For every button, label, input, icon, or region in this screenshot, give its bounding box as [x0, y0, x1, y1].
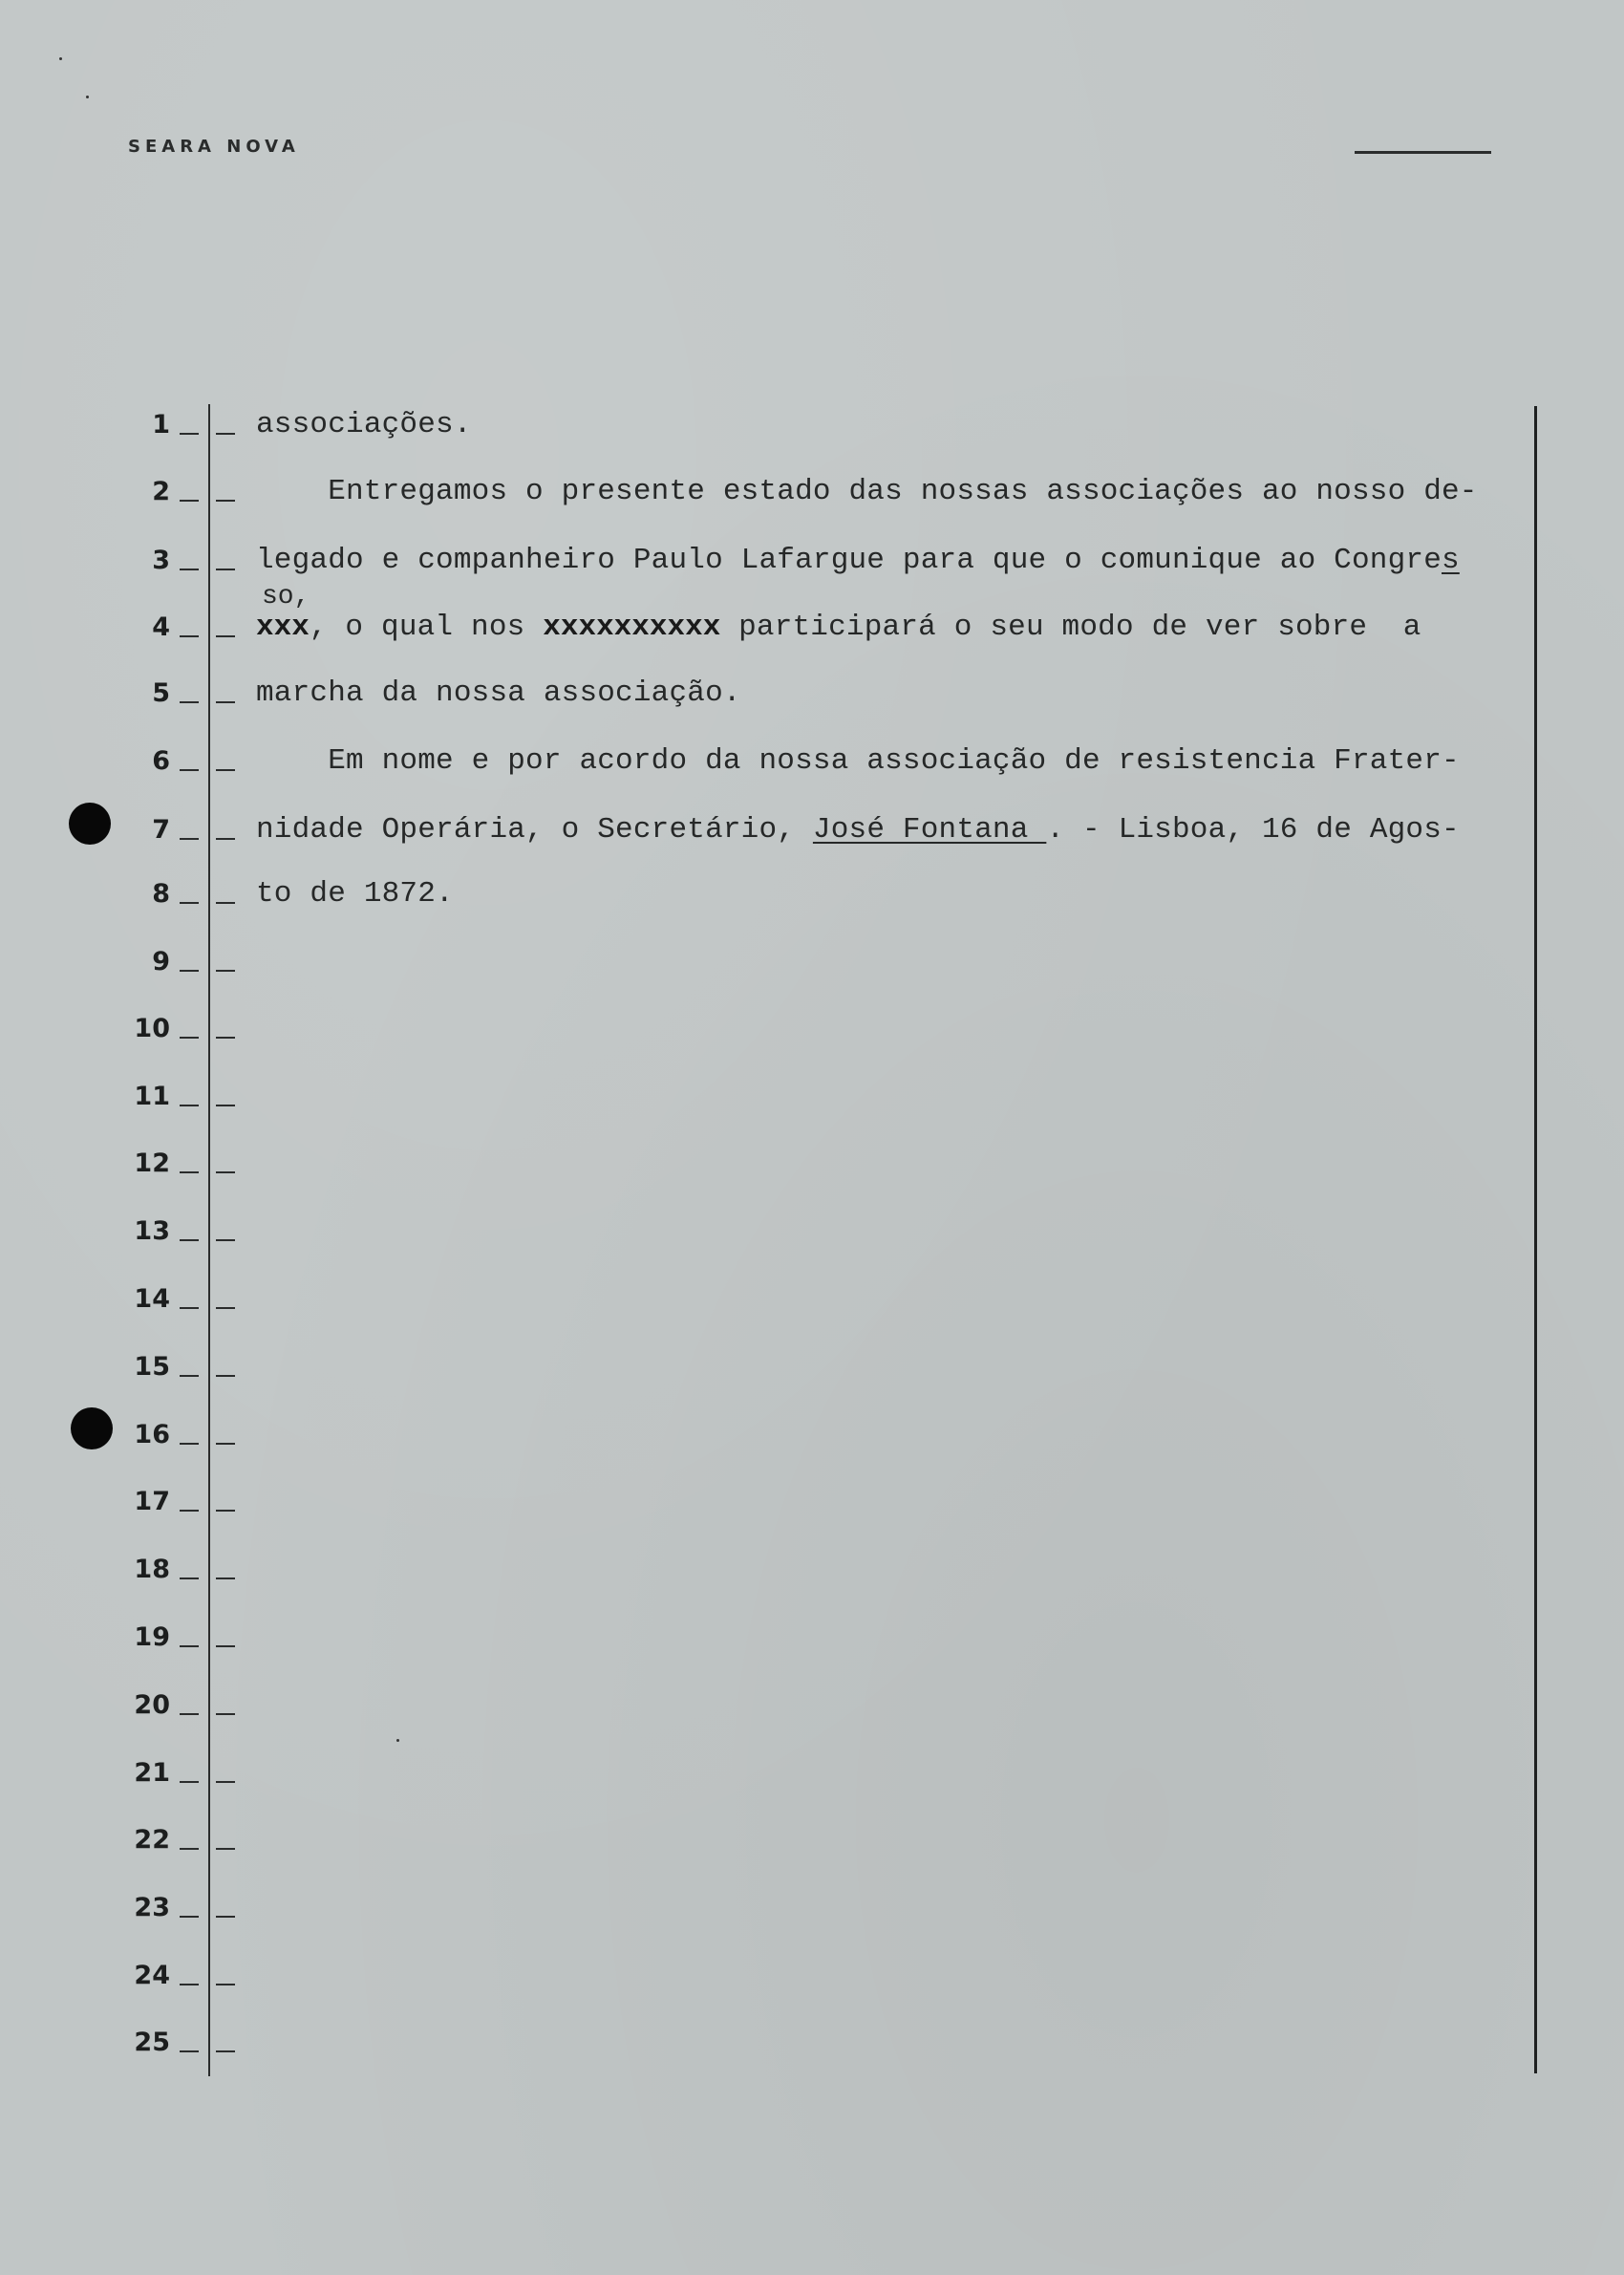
line-number: 8	[152, 879, 170, 909]
line-text: Entregamos o presente estado das nossas associações ao nosso de-	[256, 475, 1478, 508]
margin-tick	[180, 1984, 199, 1985]
margin-tick	[180, 1037, 199, 1039]
margin-tick	[180, 1916, 199, 1918]
line-text	[256, 811, 1460, 849]
margin-row	[0, 1619, 1624, 1657]
header-rule	[1355, 151, 1491, 154]
interlinear-correction: so,	[262, 582, 310, 612]
underlined-letter: s	[1442, 544, 1460, 577]
line-text-part: . - Lisboa, 16 de Agos-	[1046, 813, 1460, 847]
line-text	[256, 609, 1421, 647]
text-line-8	[0, 875, 1624, 913]
margin-tick	[216, 1105, 235, 1106]
line-number: 19	[134, 1622, 170, 1652]
margin-row	[0, 1213, 1624, 1251]
margin-tick	[180, 1375, 199, 1377]
margin-row	[0, 1551, 1624, 1589]
margin-tick	[216, 1375, 235, 1377]
line-number: 12	[134, 1148, 170, 1178]
struck-out-text: xxx	[256, 611, 310, 644]
line-number: 1	[152, 410, 170, 440]
line-text: associações.	[256, 408, 472, 441]
margin-tick	[180, 1781, 199, 1783]
line-number: 6	[152, 746, 170, 776]
line-text: marcha da nossa associação.	[256, 676, 741, 710]
text-line-4	[0, 582, 1624, 647]
margin-tick	[180, 1510, 199, 1512]
line-text-part: legado e companheiro Paulo Lafargue para que o comunique ao Congre	[256, 544, 1442, 577]
line-number: 14	[134, 1284, 170, 1314]
text-line-3	[0, 542, 1624, 580]
margin-tick	[216, 1171, 235, 1173]
line-number: 24	[134, 1961, 170, 1990]
text-line-6	[0, 742, 1624, 781]
paper-speck	[86, 96, 89, 98]
line-text-part: , o qual nos	[309, 611, 544, 644]
line-text-part: nidade Operária, o Secretário,	[256, 813, 813, 847]
margin-tick	[180, 1307, 199, 1309]
margin-tick	[180, 1577, 199, 1579]
line-number: 4	[152, 612, 170, 642]
margin-row	[0, 1889, 1624, 1927]
margin-tick	[216, 2050, 235, 2052]
margin-tick	[180, 970, 199, 972]
margin-row	[0, 1686, 1624, 1725]
line-number: 15	[134, 1352, 170, 1382]
line-text	[256, 542, 1460, 580]
margin-tick	[180, 1105, 199, 1106]
margin-row	[0, 1348, 1624, 1386]
line-number: 18	[134, 1555, 170, 1584]
line-number: 9	[152, 947, 170, 977]
margin-tick	[180, 2050, 199, 2052]
margin-tick	[180, 1713, 199, 1715]
margin-tick	[180, 1171, 199, 1173]
margin-tick	[216, 1239, 235, 1241]
margin-tick	[180, 1239, 199, 1241]
margin-row	[0, 1483, 1624, 1521]
margin-tick	[216, 1645, 235, 1647]
margin-tick	[216, 1307, 235, 1309]
margin-tick	[216, 1848, 235, 1850]
line-number: 25	[134, 2028, 170, 2057]
margin-tick	[216, 970, 235, 972]
paper-speck	[59, 57, 62, 60]
line-number: 13	[134, 1216, 170, 1246]
margin-tick	[216, 1510, 235, 1512]
margin-row	[0, 1821, 1624, 1859]
margin-row	[0, 1754, 1624, 1792]
margin-row	[0, 943, 1624, 981]
margin-tick	[216, 1781, 235, 1783]
margin-row	[0, 1416, 1624, 1454]
margin-row	[0, 1010, 1624, 1048]
margin-tick	[216, 1037, 235, 1039]
margin-row	[0, 1078, 1624, 1116]
struck-out-text: xxxxxxxxxx	[543, 611, 721, 644]
line-number: 23	[134, 1893, 170, 1922]
text-line-7	[0, 811, 1624, 849]
margin-tick	[180, 1443, 199, 1445]
line-text-part: participará o seu modo de ver sobre a	[720, 611, 1421, 644]
line-number: 11	[134, 1082, 170, 1111]
line-number: 22	[134, 1825, 170, 1855]
paper-speck	[396, 1739, 399, 1742]
margin-tick	[180, 1848, 199, 1850]
margin-row	[0, 1280, 1624, 1319]
line-number: 7	[152, 815, 170, 845]
margin-tick	[216, 1443, 235, 1445]
signature-name: José Fontana	[812, 813, 1047, 847]
line-number: 5	[152, 678, 170, 708]
line-text: Em nome e por acordo da nossa associação de resistencia Frater-	[256, 744, 1460, 778]
text-line-1	[0, 406, 1624, 444]
line-number: 20	[134, 1690, 170, 1720]
margin-tick	[216, 1916, 235, 1918]
line-text: to de 1872.	[256, 877, 454, 911]
line-number: 3	[152, 546, 170, 575]
margin-tick	[216, 1713, 235, 1715]
margin-tick	[216, 1577, 235, 1579]
text-line-2	[0, 473, 1624, 511]
line-number: 21	[134, 1758, 170, 1788]
line-number: 10	[134, 1014, 170, 1043]
line-number: 17	[134, 1487, 170, 1516]
margin-row	[0, 2024, 1624, 2062]
margin-tick	[216, 1984, 235, 1985]
line-number: 2	[152, 477, 170, 506]
margin-tick	[180, 1645, 199, 1647]
letterhead-title: SEARA NOVA	[128, 137, 300, 157]
margin-row	[0, 1145, 1624, 1183]
margin-row	[0, 1957, 1624, 1995]
line-number: 16	[134, 1420, 170, 1449]
text-line-5	[0, 675, 1624, 713]
